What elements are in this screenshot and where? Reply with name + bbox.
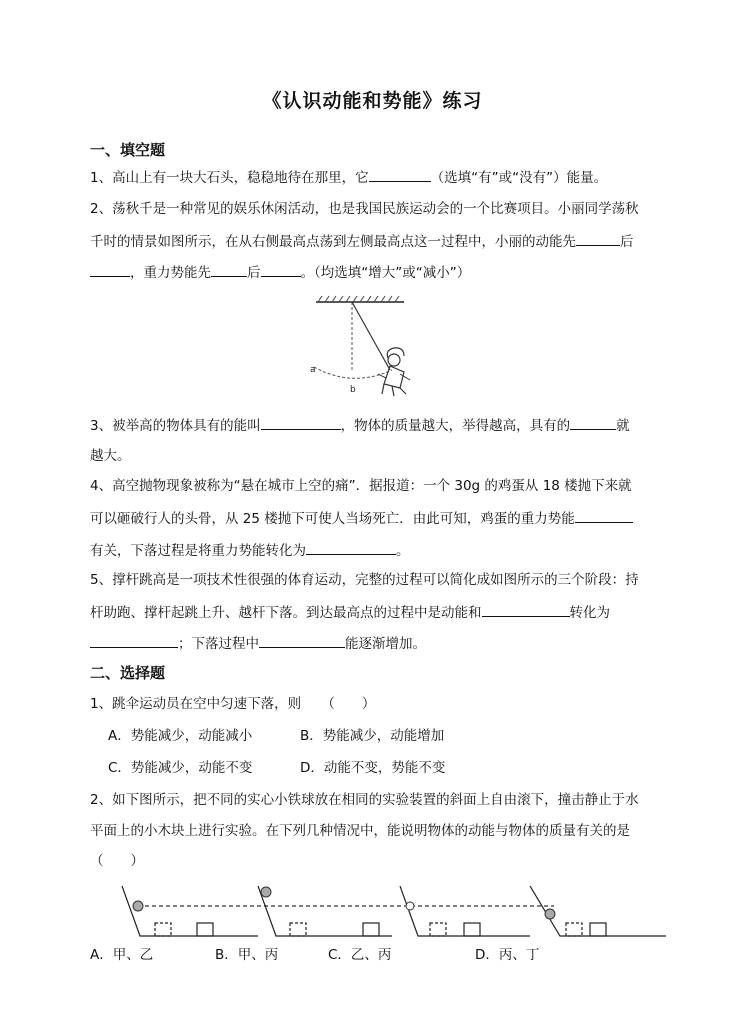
choice-2-option-a[interactable]: A．甲、乙 [90,947,154,963]
question-4-text: 可以砸破行人的头骨，从 25 楼抛下可使人当场死亡．由此可知，鸡蛋的重力势能 [90,511,575,527]
choice-2-option-d[interactable]: D．丙、丁 [475,947,540,963]
question-5-text: 能逐渐增加。 [345,636,426,652]
answer-blank[interactable] [90,262,130,277]
question-4-text: 。 [396,543,410,559]
iron-ball-icon [545,909,555,919]
question-1-text: 1、高山上有一块大石头，稳稳地待在那里，它 [90,170,369,186]
answer-blank[interactable] [259,633,345,648]
page-title: 《认识动能和势能》练习 [262,90,483,112]
block-start-icon [430,923,446,936]
block-end-icon [464,923,480,936]
point-a-label: a [310,365,316,375]
question-4-text: 有关，下落过程是将重力势能转化为 [90,543,306,559]
choice-option-a[interactable]: A．势能减少，动能减小 [108,728,253,744]
question-3-text: 3、被举高的物体具有的能叫 [90,418,261,434]
question-2-text: 后 [247,265,261,281]
choice-2-option-c[interactable]: C．乙、丙 [328,947,392,963]
question-2-text: 后 [620,234,634,250]
question-3-line-2: 越大。 [90,448,131,464]
question-5-text: 转化为 [569,605,610,621]
choice-question-1-stem: 1、跳伞运动员在空中匀速下落，则 （ ） [90,696,376,712]
question-4-line-3 [90,540,410,560]
question-2-hint: 。（均选填“增大”或“减小”） [300,265,471,281]
answer-blank[interactable] [306,540,396,555]
answer-blank[interactable] [575,508,633,523]
choice-2-option-b[interactable]: B．甲、丙 [215,947,279,963]
answer-blank[interactable] [261,262,301,277]
question-5-text: ；下落过程中 [178,636,259,652]
question-5-line-3 [90,633,426,653]
answer-blank[interactable] [576,231,620,246]
block-end-icon [363,923,379,936]
question-4-line-1: 4、高空抛物现象被称为“悬在城市上空的痛”．据报道：一个 30g 的鸡蛋从 18 楼抛下来就 [90,478,632,494]
question-2-line-2 [90,231,634,251]
girl-head-icon [388,354,400,366]
answer-blank[interactable] [211,262,247,277]
block-end-icon [197,923,213,936]
choice-option-d[interactable]: D．动能不变，势能不变 [300,760,446,776]
experiment-figure [110,878,670,944]
swing-figure [300,292,440,404]
choice-question-2-line-3: （ ） [90,853,144,869]
choice-question-2-line-1: 2、如下图所示，把不同的实心小铁球放在相同的实验装置的斜面上自由滚下，撞击静止于水 [90,792,639,808]
answer-blank[interactable] [261,415,341,430]
question-3-text: ，物体的质量越大，举得越高，具有的 [340,418,571,434]
question-1 [90,167,607,187]
question-4-line-2 [90,508,633,528]
answer-blank[interactable] [369,167,431,182]
ramp-setup-jia [122,886,258,936]
block-start-icon [290,923,306,936]
question-5-line-1: 5、撑杆跳高是一项技术性很强的体育运动，完整的过程可以简化成如图所示的三个阶段：持 [90,572,639,588]
point-b-label: b [350,385,356,395]
iron-ball-icon [133,901,143,911]
iron-ball-icon [406,902,414,910]
block-start-icon [155,923,171,936]
choice-option-b[interactable]: B．势能减少，动能增加 [300,728,445,744]
choice-question-2-line-2: 平面上的小木块上进行实验。在下列几种情况中，能说明物体的动能与物体的质量有关的是 [90,823,630,839]
iron-ball-icon [261,887,271,897]
question-1-hint: （选填“有”或“没有”）能量。 [430,170,608,186]
section-choice-heading: 二、选择题 [90,664,166,682]
question-2-line-1: 2、荡秋千是一种常见的娱乐休闲活动，也是我国民族运动会的一个比赛项目。小丽同学荡秋 [90,201,639,217]
ramp-setup-yi [258,886,392,936]
question-2-text: 千时的情景如图所示，在从右侧最高点荡到左侧最高点这一过程中，小丽的动能先 [90,234,576,250]
answer-blank[interactable] [482,602,570,617]
answer-blank[interactable] [90,633,178,648]
question-5-line-2 [90,602,610,622]
question-3-line-1 [90,415,630,435]
block-end-icon [590,923,606,936]
question-3-text: 就 [616,418,630,434]
ramp-setup-bing [400,886,530,936]
answer-blank[interactable] [570,415,616,430]
question-5-text: 杆助跑、撑杆起跳上升、越杆下落。到达最高点的过程中是动能和 [90,605,482,621]
question-2-line-3 [90,262,470,282]
question-2-text: ，重力势能先 [130,265,211,281]
block-start-icon [566,923,582,936]
choice-option-c[interactable]: C．势能减少，动能不变 [108,760,253,776]
ramp-setup-ding [530,886,666,936]
section-fill-in-heading: 一、填空题 [90,141,166,159]
